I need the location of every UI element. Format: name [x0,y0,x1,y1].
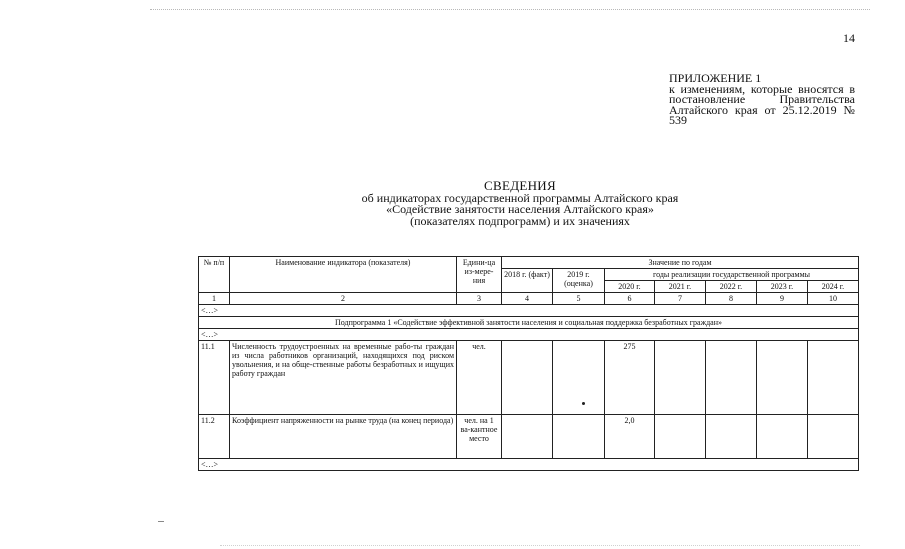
row-value-2021 [655,415,706,459]
row-value-2019 [553,341,605,415]
header-2021: 2021 г. [655,281,706,293]
row-value-2020: 2,0 [605,415,655,459]
col-number: 7 [655,293,706,305]
col-number: 3 [457,293,502,305]
subprogram-row [199,317,859,329]
ellipsis-marker: <…> [199,459,859,471]
row-num: 11.1 [199,341,230,415]
col-number: 9 [757,293,808,305]
row-value-2022 [706,415,757,459]
table-row [199,415,859,459]
row-unit: чел. на 1 ва-кантное место [457,415,502,459]
col-number: 2 [230,293,457,305]
ellipsis-row [199,329,859,341]
row-value-2023 [757,341,808,415]
row-value-2024 [808,415,859,459]
col-number: 6 [605,293,655,305]
header-values: Значение по годам [502,257,859,269]
table-row [199,341,859,415]
subprogram-title: Подпрограмма 1 «Содействие эффективной занятости населения и социальная поддержка безработных граждан» [199,317,859,329]
header-2023: 2023 г. [757,281,808,293]
appendix-block [669,73,855,126]
row-indicator-name: Численность трудоустроенных на временные рабо-ты граждан из числа работников организаций, находящихся под риском увольнения, и на обще-ственные работы безработных и ищущих работу граждан [230,341,457,415]
ellipsis-row [199,459,859,471]
page-top-rule [150,9,870,10]
row-value-2022 [706,341,757,415]
scan-speck [158,521,164,522]
header-2018: 2018 г. (факт) [502,269,553,293]
col-number: 4 [502,293,553,305]
heading-line-1: об индикаторах государственной программы Алтайского края [361,190,679,205]
col-number: 10 [808,293,859,305]
header-name: Наименование индикатора (показателя) [230,257,457,293]
ellipsis-marker: <…> [199,305,859,317]
col-number: 5 [553,293,605,305]
row-value-2021 [655,341,706,415]
row-unit: чел. [457,341,502,415]
row-value-2019 [553,415,605,459]
appendix-title: ПРИЛОЖЕНИЕ 1 [669,71,762,85]
header-2022: 2022 г. [706,281,757,293]
header-2020: 2020 г. [605,281,655,293]
appendix-text: к изменениям, которые вносятся в постановление Правительства Алтайского края от 25.12.2019 № 539 [669,81,855,127]
header-row-1 [199,257,859,269]
ellipsis-row [199,305,859,317]
heading-title: СВЕДЕНИЯ [484,178,556,193]
heading-line-3: (показателях подпрограмм) и их значениях [410,213,630,228]
row-value-2018 [502,415,553,459]
row-value-2024 [808,341,859,415]
page-number: 14 [843,31,855,45]
row-value-2020: 275 [605,341,655,415]
header-unit: Едини-ца из-мере-ния [457,257,502,293]
column-number-row [199,293,859,305]
header-2019: 2019 г. (оценка) [553,269,605,293]
indicators-table [198,256,859,471]
row-indicator-name: Коэффициент напряженности на рынке труда (на конец периода) [230,415,457,459]
row-value-2018 [502,341,553,415]
header-num: № п/п [199,257,230,293]
heading-line-2: «Содействие занятости населения Алтайского края» [386,202,654,216]
page-bottom-rule [220,545,860,546]
document-heading [300,180,740,227]
col-number: 1 [199,293,230,305]
row-value-2023 [757,415,808,459]
header-2024: 2024 г. [808,281,859,293]
col-number: 8 [706,293,757,305]
ellipsis-marker: <…> [199,329,859,341]
scan-dot [582,402,585,405]
row-num: 11.2 [199,415,230,459]
header-program-years: годы реализации государственной программы [605,269,859,281]
